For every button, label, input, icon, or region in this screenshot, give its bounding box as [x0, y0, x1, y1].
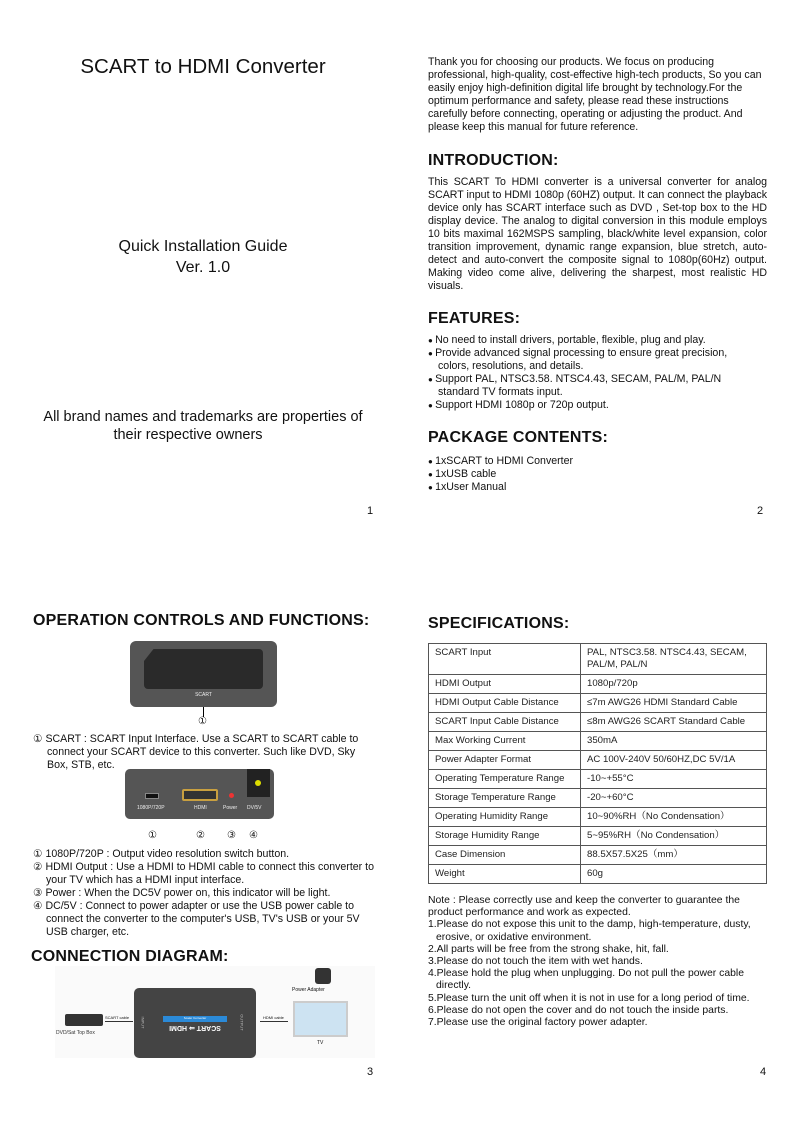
note-item: 1.Please do not expose this unit to the damp, high-temperature, dusty, erosive, or oxidative environment. — [428, 919, 751, 943]
page-number: 1 — [367, 505, 374, 517]
spec-value: ≤7m AWG26 HDMI Standard Cable — [581, 694, 767, 713]
spec-value: PAL, NTSC3.58. NTSC4.43, SECAM, PAL/M, PAL/N — [581, 644, 767, 675]
control-item: ③ Power : When the DC5V power on, this indicator will be light. — [33, 887, 331, 899]
page-number: 4 — [760, 1066, 767, 1078]
port-label: 1080P/720P — [137, 805, 165, 811]
source-label: DVD/Sat Top Box — [56, 1030, 95, 1036]
spec-row — [429, 644, 767, 675]
port-label: DV/5V — [247, 805, 262, 811]
spec-value: 350mA — [581, 732, 767, 751]
spec-value: -10~+55°C — [581, 770, 767, 789]
marker: ③ — [227, 830, 236, 841]
page-number: 2 — [757, 505, 764, 517]
features-heading: FEATURES: — [428, 310, 521, 327]
spec-row — [429, 865, 767, 884]
note-item: 2.All parts will be free from the strong shake, hit, fall. — [428, 943, 669, 955]
note-item: 7.Please use the original factory power adapter. — [428, 1017, 648, 1029]
feature-item: ● No need to install drivers, portable, flexible, plug and play. — [428, 334, 748, 347]
feature-item: ● Support PAL, NTSC3.58. NTSC4.43, SECAM, PAL/M, PAL/N standard TV formats input. — [428, 373, 748, 399]
spec-value: 5~95%RH（No Condensation） — [581, 827, 767, 846]
note-item: 3.Please do not touch the item with wet hands. — [428, 956, 643, 968]
package-item: ● 1xSCART to HDMI Converter — [428, 455, 748, 468]
note-item: 5.Please turn the unit off when it is not in use for a long period of time. — [428, 992, 750, 1004]
page-number: 3 — [367, 1066, 374, 1078]
scart-label: SCART — [195, 692, 212, 698]
introduction-text: This SCART To HDMI converter is a universal converter for analog SCART input to HDMI 1080p (60HZ) output. It can connect the playback device only has SCART interface such as DVD , Set-top box to the HD display device. The analog to digital conversion in this module employs 10 bits maximal 162MSPS sampling, black/white level expansion, color transition improvement, dynamic range expansion, blue stretch, auto-detect and auto-convert the composite signal to 1080p(60Hz) output. Making video come alive, delivering the sharpest, most realistic HD visuals. — [428, 176, 767, 292]
ports-image — [125, 769, 274, 819]
spec-row — [429, 751, 767, 770]
tv-icon — [293, 1001, 348, 1037]
note-intro: Note : Please correctly use and keep the converter to guarantee the product performance and work as expected. — [428, 895, 740, 919]
port-label: HDMI — [194, 805, 207, 811]
spec-value: ≤8m AWG26 SCART Standard Cable — [581, 713, 767, 732]
note-item: 6.Please do not open the cover and do not touch the inside parts. — [428, 1004, 729, 1016]
version: Ver. 1.0 — [175, 259, 231, 276]
scart-port-image — [130, 641, 277, 707]
spec-row — [429, 770, 767, 789]
spec-value: 10~90%RH（No Condensation） — [581, 808, 767, 827]
cable-label: SCART cable — [105, 1015, 130, 1020]
marker: ① — [198, 716, 207, 727]
spec-label: Max Working Current — [429, 732, 581, 751]
connection-heading: CONNECTION DIAGRAM: — [31, 948, 229, 965]
power-adapter-icon — [315, 968, 331, 984]
spec-value: -20~+60°C — [581, 789, 767, 808]
converter-image — [134, 988, 256, 1058]
welcome-paragraph: Thank you for choosing our products. We focus on producing professional, high-quality, cost-effective high-tech products, So you can easily enjoy high-definition digital life brought by technology.For the optimum performance and safety, please read these instructions carefully before connecting, operating or adjusting the product. And please keep this manual for future reference. — [428, 56, 762, 133]
spec-label: Storage Temperature Range — [429, 789, 581, 808]
control-item: ④ DC/5V : Connect to power adapter or use the USB power cable to connect the converter to the computer's USB, TV's USB or your 5V USB charger, etc. — [33, 900, 360, 938]
document-title: SCART to HDMI Converter — [80, 55, 326, 78]
spec-value: 88.5X57.5X25（mm） — [581, 846, 767, 865]
spec-label: SCART Input Cable Distance — [429, 713, 581, 732]
trademark-line2: their respective owners — [113, 427, 263, 443]
package-list — [428, 455, 748, 494]
spec-value: 60g — [581, 865, 767, 884]
spec-row — [429, 694, 767, 713]
control-item: ② HDMI Output : Use a HDMI to HDMI cable to connect this converter to your TV which has a HDMI input interface. — [33, 861, 374, 886]
device-subtitle: Scaler Converter — [163, 1016, 227, 1022]
spec-row — [429, 732, 767, 751]
tv-label: TV — [317, 1040, 324, 1046]
spec-label: Weight — [429, 865, 581, 884]
spec-row — [429, 789, 767, 808]
marker: ① — [148, 830, 157, 841]
package-item: ● 1xUser Manual — [428, 481, 748, 494]
marker: ④ — [249, 830, 258, 841]
spec-row — [429, 675, 767, 694]
notes — [428, 895, 768, 1029]
specifications-table — [428, 643, 767, 884]
device-label: SCART ⇒ HDMI — [169, 1024, 221, 1031]
feature-item: ● Support HDMI 1080p or 720p output. — [428, 399, 748, 412]
output-label: OUTPUT — [239, 1014, 245, 1031]
spec-row — [429, 846, 767, 865]
control-item: ① 1080P/720P : Output video resolution switch button. — [33, 848, 290, 860]
marker: ② — [196, 830, 205, 841]
spec-row — [429, 713, 767, 732]
trademark-line1: All brand names and trademarks are properties of — [43, 409, 363, 425]
spec-label: Storage Humidity Range — [429, 827, 581, 846]
operation-heading: OPERATION CONTROLS AND FUNCTIONS: — [33, 612, 370, 629]
cable-label: HDMI cable — [263, 1015, 284, 1020]
scart-description: ① SCART : SCART Input Interface. Use a SCART to SCART cable to connect your SCART device to this converter. Such like DVD, Sky Box, STB, etc. — [33, 733, 359, 771]
connection-diagram — [55, 966, 375, 1058]
spec-value: 1080p/720p — [581, 675, 767, 694]
input-label: INPUT — [140, 1016, 146, 1029]
spec-label: HDMI Output — [429, 675, 581, 694]
guide-title: Quick Installation Guide — [118, 238, 288, 255]
spec-label: Operating Temperature Range — [429, 770, 581, 789]
spec-label: HDMI Output Cable Distance — [429, 694, 581, 713]
port-label: Power — [223, 805, 238, 811]
note-item: 4.Please hold the plug when unplugging. Do not pull the power cable directly. — [428, 968, 744, 992]
specifications-heading: SPECIFICATIONS: — [428, 615, 570, 632]
package-heading: PACKAGE CONTENTS: — [428, 429, 608, 446]
spec-row — [429, 827, 767, 846]
features-list — [428, 334, 748, 412]
spec-label: Case Dimension — [429, 846, 581, 865]
feature-item: ● Provide advanced signal processing to ensure great precision, colors, resolutions, and details. — [428, 347, 748, 373]
spec-label: SCART Input — [429, 644, 581, 675]
dvd-box-icon — [65, 1014, 103, 1026]
controls-list — [33, 848, 378, 939]
introduction-heading: INTRODUCTION: — [428, 152, 559, 169]
spec-row — [429, 808, 767, 827]
spec-value: AC 100V-240V 50/60HZ,DC 5V/1A — [581, 751, 767, 770]
spec-label: Operating Humidity Range — [429, 808, 581, 827]
spec-label: Power Adapter Format — [429, 751, 581, 770]
package-item: ● 1xUSB cable — [428, 468, 748, 481]
power-label: Power Adapter — [292, 987, 325, 993]
